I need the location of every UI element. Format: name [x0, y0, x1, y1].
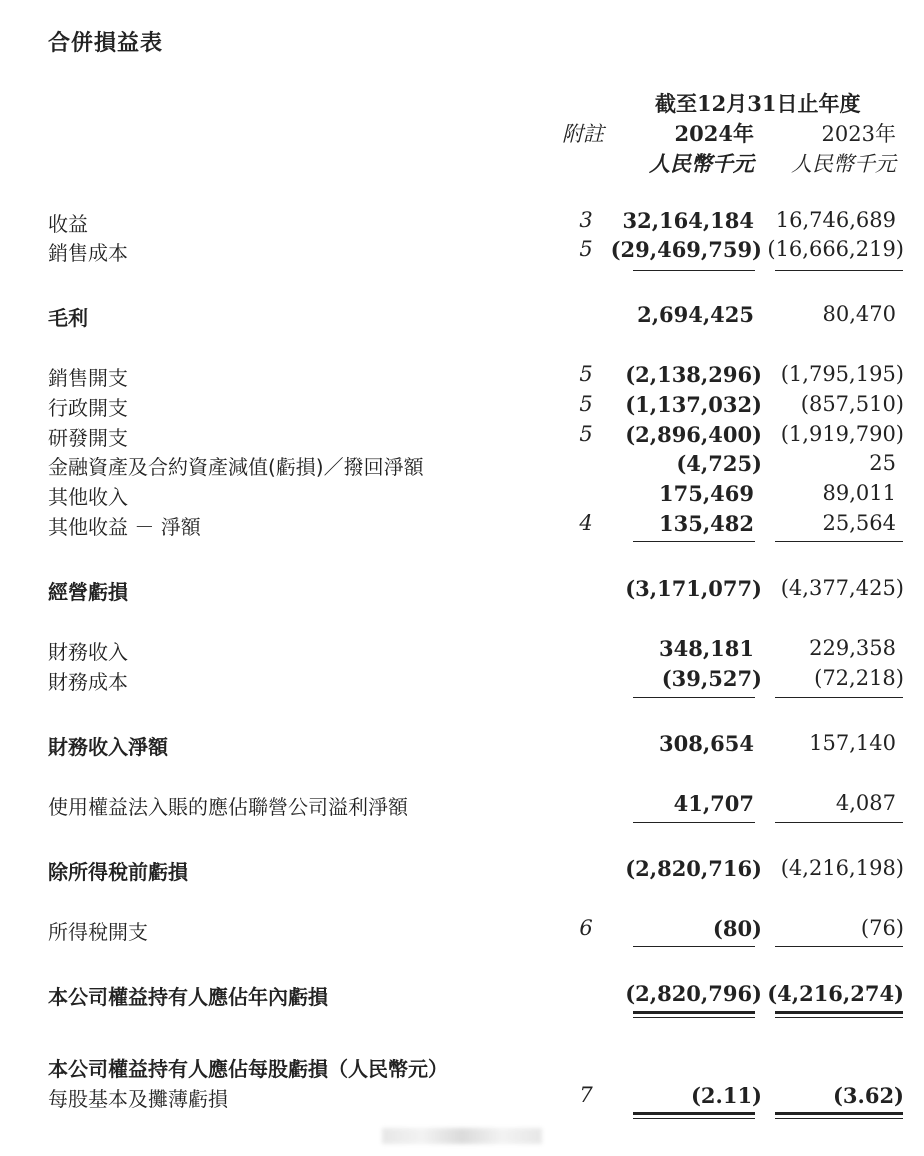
- value-2024: 308,654: [659, 731, 754, 756]
- value-2024: 135,482: [659, 511, 754, 536]
- value-2023: (16,666,219): [767, 237, 904, 261]
- value-2024: (2.11): [690, 1083, 762, 1108]
- note-ref: 5: [579, 362, 593, 386]
- subtotal-rule: [775, 946, 903, 947]
- subtotal-rule: [775, 270, 903, 271]
- note-ref: 5: [579, 237, 593, 261]
- value-2024: (4,725): [676, 451, 762, 476]
- value-2023: (3.62): [832, 1083, 904, 1108]
- value-2023: 16,746,689: [775, 208, 896, 232]
- value-2023: (1,795,195): [780, 362, 904, 386]
- row-label: 財務收入: [48, 640, 128, 664]
- row-label: 經營虧損: [48, 580, 128, 604]
- table-row: [0, 636, 924, 666]
- value-2023: 229,358: [809, 636, 896, 660]
- row-label: 收益: [48, 212, 88, 236]
- subtotal-rule: [633, 541, 755, 542]
- year-2023-header: 2023年: [821, 122, 896, 146]
- row-label: 所得稅開支: [48, 920, 148, 944]
- table-row: [0, 481, 924, 511]
- value-2023: (4,216,274): [767, 981, 904, 1006]
- total-double-rule: [775, 1112, 903, 1119]
- value-2023: (4,377,425): [780, 576, 904, 600]
- row-label: 財務成本: [48, 670, 128, 694]
- row-label: 行政開支: [48, 396, 128, 420]
- subtotal-rule: [775, 541, 903, 542]
- value-2023: 25,564: [822, 511, 896, 535]
- table-row: [0, 856, 924, 886]
- table-row: [0, 208, 924, 238]
- table-row: [0, 981, 924, 1011]
- table-row: [0, 1083, 924, 1113]
- value-2024: (29,469,759): [610, 237, 762, 262]
- value-2024: (80): [712, 916, 762, 941]
- value-2023: 89,011: [822, 481, 896, 505]
- table-row: [0, 362, 924, 392]
- table-row: [0, 1053, 924, 1083]
- table-row: [0, 511, 924, 541]
- value-2023: (72,218): [814, 666, 904, 690]
- total-double-rule: [633, 1011, 755, 1018]
- value-2024: 348,181: [659, 636, 754, 661]
- value-2023: (1,919,790): [780, 422, 904, 446]
- table-row: [0, 916, 924, 946]
- table-row: [0, 422, 924, 452]
- value-2023: 157,140: [809, 731, 896, 755]
- value-2024: (1,137,032): [625, 392, 762, 417]
- note-ref: 3: [579, 208, 593, 232]
- total-double-rule: [775, 1011, 903, 1018]
- table-row: [0, 392, 924, 422]
- row-label: 除所得稅前虧損: [48, 860, 188, 884]
- watermark: [382, 1128, 542, 1144]
- row-label: 每股基本及攤薄虧損: [48, 1087, 228, 1111]
- value-2024: (2,820,796): [625, 981, 762, 1006]
- table-row: [0, 666, 924, 696]
- subtotal-rule: [775, 822, 903, 823]
- row-label: 毛利: [48, 306, 88, 330]
- value-2023: 4,087: [835, 791, 896, 815]
- value-2024: 2,694,425: [637, 302, 754, 327]
- value-2024: 32,164,184: [622, 208, 754, 233]
- note-ref: 5: [579, 392, 593, 416]
- row-label: 金融資產及合約資產減值(虧損)／撥回淨額: [48, 455, 424, 479]
- value-2023: 25: [869, 451, 896, 475]
- value-2023: 80,470: [822, 302, 896, 326]
- subtotal-rule: [633, 270, 755, 271]
- year-2024-header: 2024年: [674, 121, 754, 146]
- value-2023: (4,216,198): [780, 856, 904, 880]
- subtotal-rule: [633, 946, 755, 947]
- note-ref: 6: [579, 916, 593, 940]
- value-2024: (2,138,296): [625, 362, 762, 387]
- subtotal-rule: [633, 697, 755, 698]
- currency-2024-header: 人民幣千元: [649, 151, 754, 176]
- table-row: [0, 731, 924, 761]
- subtotal-rule: [775, 697, 903, 698]
- note-ref: 7: [579, 1083, 593, 1107]
- note-ref: 5: [579, 422, 593, 446]
- row-label: 本公司權益持有人應佔每股虧損（人民幣元）: [48, 1057, 448, 1081]
- row-label: 本公司權益持有人應佔年內虧損: [48, 985, 328, 1009]
- subtotal-rule: [633, 822, 755, 823]
- table-row: [0, 576, 924, 606]
- statement-title: 合併損益表: [48, 31, 164, 56]
- value-2024: (2,896,400): [625, 422, 762, 447]
- row-label: 研發開支: [48, 426, 128, 450]
- row-label: 其他收入: [48, 485, 128, 509]
- table-row: [0, 451, 924, 481]
- value-2024: (2,820,716): [625, 856, 762, 881]
- total-double-rule: [633, 1112, 755, 1119]
- row-label: 其他收益 － 淨額: [48, 515, 201, 539]
- row-label: 銷售開支: [48, 366, 128, 390]
- row-label: 使用權益法入賬的應佔聯營公司溢利淨額: [48, 795, 408, 819]
- table-row: [0, 791, 924, 821]
- note-ref: 4: [579, 511, 593, 535]
- value-2024: (39,527): [661, 666, 762, 691]
- row-label: 銷售成本: [48, 241, 128, 265]
- table-row: [0, 302, 924, 332]
- value-2024: (3,171,077): [625, 576, 762, 601]
- value-2024: 41,707: [673, 791, 754, 816]
- value-2023: (857,510): [800, 392, 904, 416]
- value-2024: 175,469: [659, 481, 754, 506]
- table-row: [0, 237, 924, 267]
- row-label: 財務收入淨額: [48, 735, 168, 759]
- value-2023: (76): [860, 916, 904, 940]
- currency-2023-header: 人民幣千元: [791, 152, 896, 176]
- note-column-header: 附註: [562, 122, 604, 146]
- period-header: 截至12月31日止年度: [655, 91, 861, 116]
